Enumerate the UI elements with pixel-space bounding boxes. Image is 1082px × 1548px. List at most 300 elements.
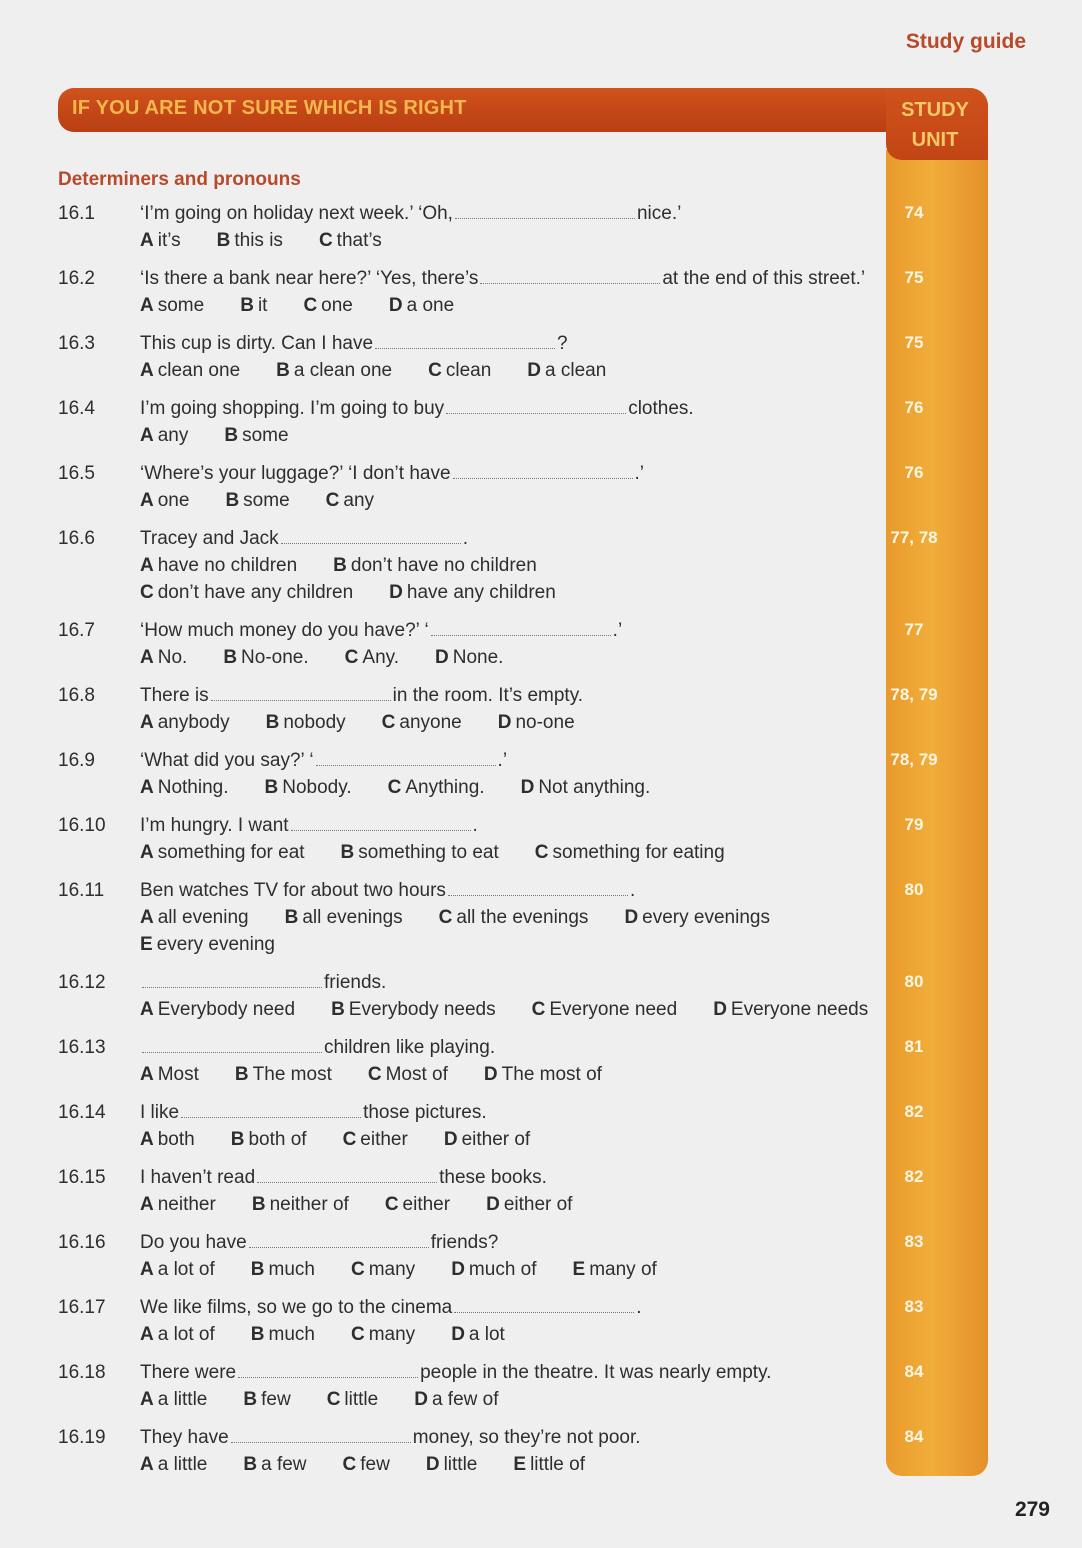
answer-options <box>140 579 900 606</box>
answer-option[interactable] <box>225 487 289 514</box>
option-letter: B <box>265 712 280 733</box>
answer-blank[interactable] <box>249 1233 429 1248</box>
question-body <box>140 460 900 514</box>
question-text <box>140 1229 900 1256</box>
option-text: Everybody need <box>157 999 296 1020</box>
option-text: The most <box>252 1064 332 1085</box>
study-unit-reference: 80 <box>904 972 924 991</box>
answer-options <box>140 1321 900 1348</box>
question-number: 16.6 <box>58 528 95 549</box>
answer-options <box>140 1386 900 1413</box>
question-text <box>140 812 900 839</box>
answer-option[interactable] <box>385 1191 450 1218</box>
question-number: 16.1 <box>58 203 95 224</box>
option-letter: C <box>367 1064 382 1085</box>
answer-option[interactable] <box>140 709 230 736</box>
answer-option[interactable] <box>140 552 297 579</box>
answer-option[interactable] <box>573 1256 657 1283</box>
option-letter: C <box>342 1129 357 1150</box>
answer-blank[interactable] <box>453 464 633 479</box>
question-body <box>140 1034 900 1088</box>
answer-option[interactable] <box>140 904 249 931</box>
question-prompt: Tracey and Jack <box>140 528 279 549</box>
answer-option[interactable] <box>303 292 352 319</box>
answer-blank[interactable] <box>431 621 611 636</box>
answer-options <box>140 1061 900 1088</box>
option-text: Most of <box>385 1064 448 1085</box>
answer-option[interactable] <box>343 1451 390 1478</box>
option-text: neither <box>157 1194 216 1215</box>
question-text <box>140 1099 900 1126</box>
option-letter: C <box>325 490 340 511</box>
study-unit-reference: 76 <box>904 463 924 482</box>
answer-blank[interactable] <box>455 204 635 219</box>
option-text: some <box>242 425 289 446</box>
answer-option[interactable] <box>140 1451 207 1478</box>
question-continuation: these books. <box>439 1167 547 1188</box>
option-letter: D <box>451 1259 465 1280</box>
answer-option[interactable] <box>140 422 188 449</box>
question-continuation: nice.’ <box>636 203 682 224</box>
option-letter: D <box>483 1064 498 1085</box>
question-continuation: .’ <box>497 750 508 771</box>
answer-blank[interactable] <box>181 1103 361 1118</box>
question-prompt: Do you have <box>140 1232 247 1253</box>
question-continuation: .’ <box>612 620 623 641</box>
answer-blank[interactable] <box>238 1363 418 1378</box>
option-text: a lot <box>468 1324 505 1345</box>
answer-option[interactable] <box>319 227 382 254</box>
answer-options <box>140 904 900 931</box>
answer-option[interactable] <box>223 644 308 671</box>
answer-blank[interactable] <box>446 399 626 414</box>
answer-options <box>140 422 900 449</box>
answer-option[interactable] <box>285 904 403 931</box>
question-prompt: They have <box>140 1427 229 1448</box>
option-letter: D <box>414 1389 428 1410</box>
answer-option[interactable] <box>140 487 189 514</box>
answer-option[interactable] <box>389 579 556 606</box>
option-text: a lot of <box>157 1324 215 1345</box>
option-letter: A <box>140 425 154 446</box>
option-letter: B <box>264 777 279 798</box>
answer-options <box>140 1256 900 1283</box>
option-text: one <box>321 295 353 316</box>
option-letter: C <box>140 582 154 603</box>
option-text: Nobody. <box>282 777 352 798</box>
option-text: don’t have no children <box>350 555 537 576</box>
option-letter: A <box>140 555 154 576</box>
question-body <box>140 1229 900 1283</box>
question-continuation: in the room. It’s empty. <box>392 685 584 706</box>
option-text: every evening <box>156 934 275 955</box>
answer-option[interactable] <box>535 839 725 866</box>
answer-option[interactable] <box>513 1451 585 1478</box>
answer-option[interactable] <box>251 1321 315 1348</box>
option-text: many <box>368 1324 416 1345</box>
option-text: no-one <box>515 712 575 733</box>
option-letter: B <box>230 1129 245 1150</box>
study-unit-reference: 83 <box>904 1232 924 1251</box>
option-letter: B <box>331 999 345 1020</box>
option-letter: B <box>216 230 231 251</box>
answer-option[interactable] <box>389 292 454 319</box>
option-letter: B <box>251 1194 266 1215</box>
answer-blank[interactable] <box>454 1298 634 1313</box>
answer-option[interactable] <box>140 579 353 606</box>
answer-option[interactable] <box>331 996 496 1023</box>
option-text: Nothing. <box>157 777 229 798</box>
question-text <box>140 1164 900 1191</box>
option-letter: D <box>451 1324 465 1345</box>
question-text <box>140 1034 900 1061</box>
question-continuation: those pictures. <box>363 1102 487 1123</box>
question-text <box>140 330 900 357</box>
answer-option[interactable] <box>428 357 491 384</box>
answer-option[interactable] <box>333 552 537 579</box>
question-text <box>140 460 900 487</box>
option-letter: D <box>624 907 639 928</box>
option-letter: D <box>435 647 449 668</box>
answer-option[interactable] <box>444 1126 530 1153</box>
option-text: both <box>157 1129 195 1150</box>
question-body <box>140 265 900 319</box>
answer-option[interactable] <box>251 1256 315 1283</box>
answer-option[interactable] <box>140 931 275 958</box>
option-text: some <box>157 295 205 316</box>
question-continuation: friends. <box>324 972 387 993</box>
answer-option[interactable] <box>243 1451 306 1478</box>
option-letter: B <box>284 907 299 928</box>
answer-option[interactable] <box>388 774 485 801</box>
answer-blank[interactable] <box>231 1428 411 1443</box>
option-letter: C <box>350 1259 365 1280</box>
option-text: anybody <box>157 712 230 733</box>
study-unit-reference: 75 <box>904 268 924 287</box>
study-unit-reference: 77, 78 <box>890 528 938 547</box>
option-letter: A <box>140 1454 154 1475</box>
question-body <box>140 1359 900 1413</box>
option-text: it <box>257 295 268 316</box>
question-text <box>140 525 900 552</box>
option-letter: C <box>318 230 333 251</box>
answer-option[interactable] <box>326 487 374 514</box>
question-body <box>140 1424 900 1478</box>
option-letter: D <box>527 360 542 381</box>
question-body <box>140 200 900 254</box>
option-text: either <box>360 1129 408 1150</box>
answer-blank[interactable] <box>316 751 496 766</box>
answer-option[interactable] <box>276 357 392 384</box>
option-letter: C <box>344 647 359 668</box>
answer-option[interactable] <box>343 1126 408 1153</box>
option-letter: B <box>223 647 238 668</box>
question-number: 16.12 <box>58 972 106 993</box>
answer-blank[interactable] <box>142 1038 322 1053</box>
question-number: 16.17 <box>58 1297 106 1318</box>
option-text: a lot of <box>157 1259 215 1280</box>
option-letter: C <box>303 295 318 316</box>
option-letter: A <box>140 999 154 1020</box>
question-number: 16.3 <box>58 333 95 354</box>
question-number: 16.14 <box>58 1102 106 1123</box>
answer-option[interactable] <box>624 904 770 931</box>
question-text <box>140 877 900 904</box>
answer-option[interactable] <box>451 1256 536 1283</box>
question-text <box>140 1359 900 1386</box>
option-letter: A <box>140 295 154 316</box>
answer-option[interactable] <box>426 1451 478 1478</box>
option-letter: B <box>243 1454 258 1475</box>
answer-option[interactable] <box>327 1386 379 1413</box>
option-text: this is <box>234 230 283 251</box>
answer-option[interactable] <box>341 839 499 866</box>
question-body <box>140 395 900 449</box>
answer-option[interactable] <box>140 1191 216 1218</box>
answer-options <box>140 552 900 579</box>
unit-label: UNIT <box>911 129 959 151</box>
question-prompt: I’m going shopping. I’m going to buy <box>140 398 445 419</box>
option-text: little <box>344 1389 379 1410</box>
answer-options <box>140 839 900 866</box>
answer-option[interactable] <box>439 904 589 931</box>
question-number: 16.7 <box>58 620 95 641</box>
answer-options <box>140 227 900 254</box>
study-unit-reference: 84 <box>904 1362 924 1381</box>
study-unit-reference: 80 <box>904 880 924 899</box>
option-text: don’t have any children <box>157 582 354 603</box>
answer-option[interactable] <box>235 1061 332 1088</box>
answer-option[interactable] <box>345 644 399 671</box>
question-text <box>140 747 900 774</box>
question-body <box>140 812 900 866</box>
question-body <box>140 877 900 958</box>
study-unit-reference: 77 <box>904 620 924 639</box>
option-letter: C <box>342 1454 357 1475</box>
option-letter: C <box>384 1194 399 1215</box>
answer-option[interactable] <box>140 1126 195 1153</box>
answer-option[interactable] <box>414 1386 498 1413</box>
question-number: 16.11 <box>58 880 105 901</box>
option-text: many <box>368 1259 416 1280</box>
option-text: a clean one <box>293 360 393 381</box>
option-letter: D <box>486 1194 500 1215</box>
option-text: little <box>443 1454 478 1475</box>
question-text <box>140 200 900 227</box>
option-letter: A <box>140 1389 154 1410</box>
answer-option[interactable] <box>368 1061 448 1088</box>
option-letter: A <box>140 712 154 733</box>
option-text: neither of <box>269 1194 349 1215</box>
question-body <box>140 330 900 384</box>
question-text <box>140 1294 900 1321</box>
question-body <box>140 1294 900 1348</box>
option-text: both of <box>248 1129 307 1150</box>
question-continuation: . <box>472 815 478 836</box>
answer-option[interactable] <box>240 292 267 319</box>
question-number: 16.10 <box>58 815 106 836</box>
answer-option[interactable] <box>351 1321 415 1348</box>
answer-option[interactable] <box>243 1386 290 1413</box>
option-text: a few <box>261 1454 307 1475</box>
question-body <box>140 1099 900 1153</box>
answer-blank[interactable] <box>142 973 322 988</box>
answer-option[interactable] <box>451 1321 505 1348</box>
answer-blank[interactable] <box>211 686 391 701</box>
question-text <box>140 682 900 709</box>
study-unit-reference: 81 <box>904 1037 924 1056</box>
study-guide-label: Study guide <box>905 30 1026 53</box>
question-number: 16.16 <box>58 1232 106 1253</box>
answer-option[interactable] <box>351 1256 415 1283</box>
answer-options <box>140 357 900 384</box>
study-unit-reference: 78, 79 <box>890 685 938 704</box>
option-letter: B <box>250 1259 265 1280</box>
answer-option[interactable] <box>140 227 181 254</box>
answer-option[interactable] <box>224 422 288 449</box>
question-body <box>140 969 900 1023</box>
answer-option[interactable] <box>435 644 503 671</box>
option-text: all the evenings <box>456 907 589 928</box>
option-letter: D <box>520 777 535 798</box>
answer-option[interactable] <box>486 1191 572 1218</box>
answer-option[interactable] <box>498 709 575 736</box>
option-text: No. <box>157 647 188 668</box>
option-letter: E <box>140 934 153 955</box>
option-letter: E <box>572 1259 586 1280</box>
answer-option[interactable] <box>140 1321 215 1348</box>
option-letter: C <box>438 907 453 928</box>
question-text <box>140 265 900 292</box>
answer-option[interactable] <box>231 1126 307 1153</box>
option-text: None. <box>452 647 504 668</box>
option-letter: C <box>531 999 546 1020</box>
answer-options <box>140 644 900 671</box>
answer-option[interactable] <box>140 996 295 1023</box>
answer-blank[interactable] <box>257 1168 437 1183</box>
answer-option[interactable] <box>382 709 462 736</box>
question-continuation: at the end of this street.’ <box>662 268 866 289</box>
option-text: Not anything. <box>538 777 651 798</box>
study-unit-reference: 79 <box>904 815 924 834</box>
question-number: 16.5 <box>58 463 95 484</box>
study-label: STUDY <box>901 99 969 121</box>
option-letter: B <box>234 1064 249 1085</box>
answer-option[interactable] <box>140 1061 199 1088</box>
option-letter: B <box>340 842 355 863</box>
question-text <box>140 1424 900 1451</box>
option-letter: A <box>140 1194 154 1215</box>
option-text: clean one <box>157 360 241 381</box>
answer-option[interactable] <box>140 357 240 384</box>
option-letter: C <box>326 1389 341 1410</box>
question-prompt: ‘How much money do you have?’ ‘ <box>140 620 429 641</box>
question-text <box>140 617 900 644</box>
answer-option[interactable] <box>713 996 868 1023</box>
answer-options <box>140 774 900 801</box>
option-text: something for eating <box>552 842 725 863</box>
question-continuation: people in the theatre. It was nearly empty. <box>420 1362 772 1383</box>
option-letter: D <box>713 999 727 1020</box>
study-unit-reference: 75 <box>904 333 924 352</box>
answer-option[interactable] <box>140 1256 215 1283</box>
answer-blank[interactable] <box>281 529 461 544</box>
question-text <box>140 395 900 422</box>
option-text: a little <box>157 1389 208 1410</box>
study-unit-reference: 83 <box>904 1297 924 1316</box>
option-text: all evenings <box>302 907 403 928</box>
study-unit-reference: 78, 79 <box>890 750 938 769</box>
option-text: few <box>360 1454 390 1475</box>
option-letter: D <box>388 295 403 316</box>
question-prompt: This cup is dirty. Can I have <box>140 333 374 354</box>
answer-option[interactable] <box>521 774 651 801</box>
question-prompt: I like <box>140 1102 180 1123</box>
question-prompt: We like films, so we go to the cinema <box>140 1297 453 1318</box>
answer-option[interactable] <box>140 1386 207 1413</box>
answer-option[interactable] <box>532 996 678 1023</box>
option-letter: A <box>140 1064 154 1085</box>
question-number: 16.2 <box>58 268 95 289</box>
option-text: every evenings <box>642 907 770 928</box>
question-number: 16.8 <box>58 685 95 706</box>
option-letter: B <box>225 490 240 511</box>
answer-blank[interactable] <box>448 881 628 896</box>
answer-option[interactable] <box>140 644 187 671</box>
option-letter: A <box>140 230 154 251</box>
answer-option[interactable] <box>140 774 229 801</box>
option-letter: A <box>140 907 154 928</box>
option-text: a little <box>157 1454 208 1475</box>
answer-option[interactable] <box>266 709 346 736</box>
answer-options <box>140 292 900 319</box>
question-prompt: I haven’t read <box>140 1167 256 1188</box>
answer-option[interactable] <box>252 1191 349 1218</box>
answer-blank[interactable] <box>291 816 471 831</box>
study-unit-header <box>886 95 984 155</box>
option-text: Any. <box>362 647 399 668</box>
study-unit-reference: 82 <box>904 1167 924 1186</box>
answer-option[interactable] <box>265 774 352 801</box>
answer-option[interactable] <box>140 292 204 319</box>
option-letter: C <box>381 712 396 733</box>
option-letter: B <box>276 360 290 381</box>
question-number: 16.19 <box>58 1427 106 1448</box>
option-text: anyone <box>399 712 462 733</box>
option-letter: C <box>428 360 442 381</box>
option-letter: A <box>140 1129 154 1150</box>
answer-option[interactable] <box>217 227 283 254</box>
answer-options <box>140 1191 900 1218</box>
answer-blank[interactable] <box>375 334 555 349</box>
question-prompt: I’m hungry. I want <box>140 815 289 836</box>
option-text: Anything. <box>405 777 485 798</box>
option-text: one <box>157 490 190 511</box>
answer-option[interactable] <box>484 1061 602 1088</box>
option-text: Everybody needs <box>348 999 496 1020</box>
option-text: a one <box>406 295 455 316</box>
question-number: 16.9 <box>58 750 95 771</box>
question-body <box>140 747 900 801</box>
answer-blank[interactable] <box>480 269 660 284</box>
question-prompt: ‘Where’s your luggage?’ ‘I don’t have <box>140 463 451 484</box>
option-text: that’s <box>336 230 382 251</box>
answer-option[interactable] <box>140 839 305 866</box>
question-continuation: clothes. <box>628 398 694 419</box>
option-letter: D <box>425 1454 440 1475</box>
answer-option[interactable] <box>527 357 606 384</box>
option-letter: A <box>140 842 154 863</box>
